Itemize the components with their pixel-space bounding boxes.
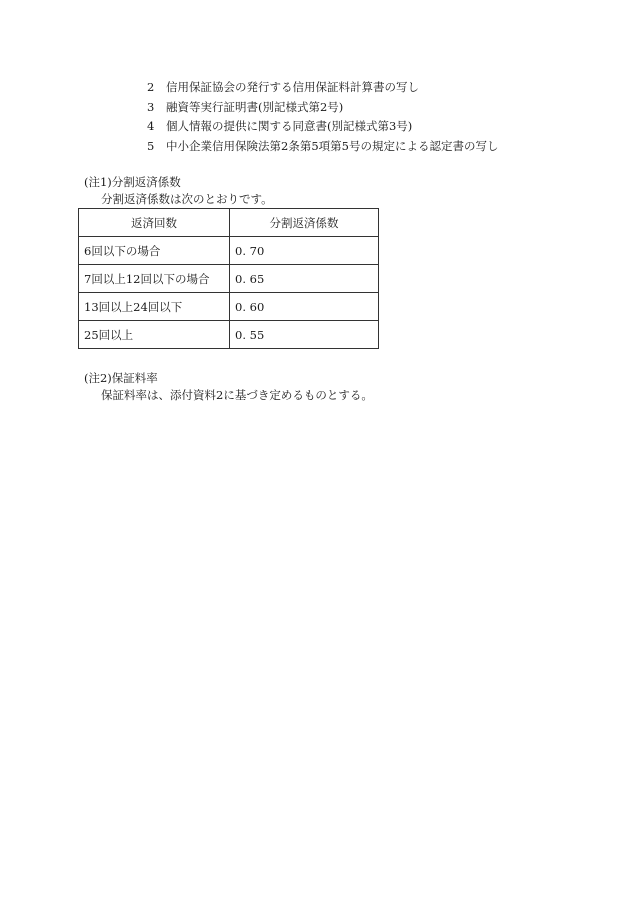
coefficient-cell: 0. 70 [230,237,379,265]
list-item [147,98,498,118]
table-row [79,265,379,293]
column-header-repayment-count: 返済回数 [79,209,230,237]
list-item-text: 融資等実行証明書(別記様式第2号) [166,99,344,114]
note1-body: 分割返済係数は次のとおりです。 [101,192,273,206]
repayment-coefficient-table [78,208,379,349]
repayment-count-cell: 13回以上24回以下 [79,293,230,321]
repayment-count-cell: 7回以上12回以下の場合 [79,265,230,293]
coefficient-cell: 0. 60 [230,293,379,321]
list-item [147,117,498,137]
table-row [79,237,379,265]
note2-body: 保証料率は、添付資料2に基づき定めるものとする。 [101,388,373,402]
repayment-count-cell: 25回以上 [79,321,230,349]
column-header-coefficient: 分割返済係数 [230,209,379,237]
list-item [147,78,498,98]
note1-heading: (注1)分割返済係数 [84,175,181,189]
table-row [79,293,379,321]
list-item-text: 信用保証協会の発行する信用保証料計算書の写し [166,80,419,94]
list-item-number: 5 [147,138,155,153]
list-item-text: 個人情報の提供に関する同意書(別記様式第3号) [166,119,413,133]
note2-heading: (注2)保証料率 [84,371,158,385]
list-item-number: 4 [147,119,155,133]
coefficient-cell: 0. 65 [230,265,379,293]
coefficient-cell: 0. 55 [230,321,379,349]
repayment-count-cell: 6回以下の場合 [79,237,230,265]
list-item-number: 3 [147,99,155,114]
table-header-row [79,209,379,237]
table-row [79,321,379,349]
list-item-text: 中小企業信用保険法第2条第5項第5号の規定による認定書の写し [166,138,499,153]
list-item [147,137,498,157]
attachment-list [147,78,498,156]
list-item-number: 2 [147,80,155,94]
